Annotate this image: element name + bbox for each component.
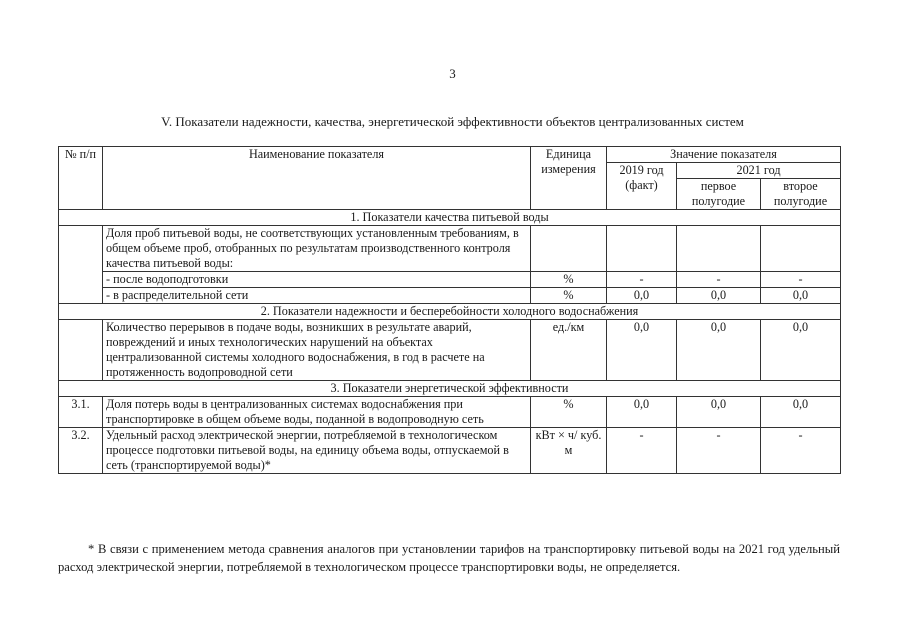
row-value-h1: 0,0 <box>677 397 761 428</box>
group-title-2: 2. Показатели надежности и бесперебойности холодного водоснабжения <box>59 304 841 320</box>
header-2019: 2019 год (факт) <box>607 163 677 210</box>
row-value-h2: - <box>761 272 841 288</box>
header-2021: 2021 год <box>677 163 841 179</box>
row-value-2019: - <box>607 428 677 474</box>
row-num: 3.1. <box>59 397 103 428</box>
row-name: Количество перерывов в подаче воды, возникших в результате аварий, повреждений и иных технологических нарушений на объектах централизованной системы холодного водоснабжения, в год в расчете на протяженность водопроводной сети <box>103 320 531 381</box>
row-value-h2: - <box>761 428 841 474</box>
header-row-1 <box>59 147 841 163</box>
row-value-h2: 0,0 <box>761 320 841 381</box>
row-name: - в распределительной сети <box>103 288 531 304</box>
row-num: 3.2. <box>59 428 103 474</box>
row-value-h1: - <box>677 428 761 474</box>
section-title: V. Показатели надежности, качества, энергетической эффективности объектов централизованных систем <box>161 114 744 129</box>
row-unit: % <box>531 272 607 288</box>
header-value: Значение показателя <box>607 147 841 163</box>
table-row <box>59 226 841 272</box>
table-row <box>59 397 841 428</box>
row-name: Доля проб питьевой воды, не соответствующих установленным требованиям, в общем объеме проб, отобранных по результатам производственного контроля качества питьевой воды: <box>103 226 531 272</box>
header-unit: Единица измерения <box>531 147 607 210</box>
group-row-2 <box>59 304 841 320</box>
row-unit: ед./км <box>531 320 607 381</box>
table-row <box>59 288 841 304</box>
row-value-h1: 0,0 <box>677 288 761 304</box>
row-unit: кВт × ч/ куб. м <box>531 428 607 474</box>
header-num: № п/п <box>59 147 103 210</box>
row-name: - после водоподготовки <box>103 272 531 288</box>
empty-cell <box>761 226 841 272</box>
empty-cell <box>677 226 761 272</box>
table-row <box>59 428 841 474</box>
row-value-2019: 0,0 <box>607 288 677 304</box>
footnote: * В связи с применением метода сравнения аналогов при установлении тарифов на транспортировку питьевой воды на 2021 год удельный расход электрической энергии, потребляемой в технологическом процессе транспортировки воды, не определяется. <box>58 542 840 574</box>
row-unit: % <box>531 397 607 428</box>
header-half-second: второе полугодие <box>761 179 841 210</box>
empty-cell <box>607 226 677 272</box>
row-value-h2: 0,0 <box>761 288 841 304</box>
row-num <box>59 226 103 304</box>
group-title-3: 3. Показатели энергетической эффективности <box>59 381 841 397</box>
page-number: 3 <box>449 66 456 81</box>
group-row-3 <box>59 381 841 397</box>
table-row <box>59 272 841 288</box>
row-value-h2: 0,0 <box>761 397 841 428</box>
row-value-h1: 0,0 <box>677 320 761 381</box>
row-value-2019: 0,0 <box>607 397 677 428</box>
row-value-2019: 0,0 <box>607 320 677 381</box>
indicators-table <box>58 146 841 474</box>
row-name: Удельный расход электрической энергии, потребляемой в технологическом процессе подготовки питьевой воды, на единицу объема воды, отпускаемой в сеть (транспортируемой воды)* <box>103 428 531 474</box>
row-num <box>59 320 103 381</box>
row-name: Доля потерь воды в централизованных системах водоснабжения при транспортировке в общем объеме воды, поданной в водопроводную сеть <box>103 397 531 428</box>
table-row <box>59 320 841 381</box>
group-title-1: 1. Показатели качества питьевой воды <box>59 210 841 226</box>
header-name: Наименование показателя <box>103 147 531 210</box>
header-half-first: первое полугодие <box>677 179 761 210</box>
empty-cell <box>531 226 607 272</box>
group-row-1 <box>59 210 841 226</box>
row-unit: % <box>531 288 607 304</box>
row-value-h1: - <box>677 272 761 288</box>
row-value-2019: - <box>607 272 677 288</box>
